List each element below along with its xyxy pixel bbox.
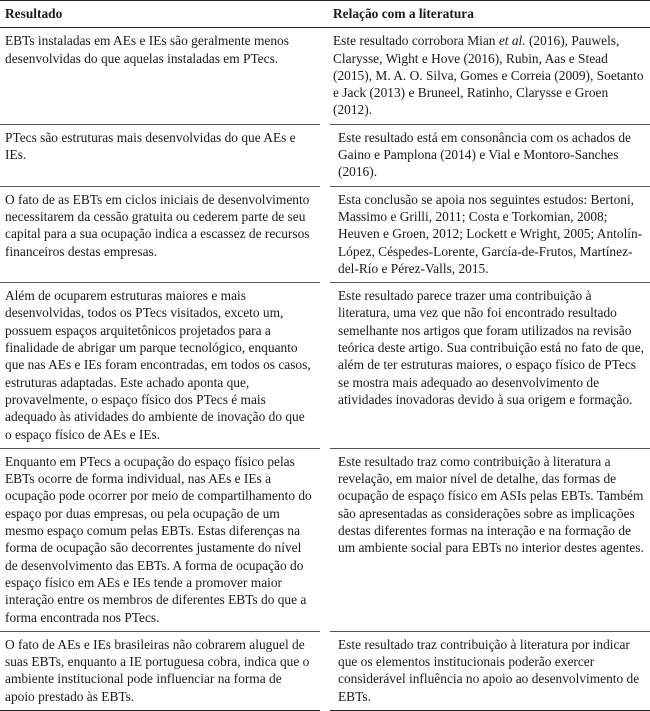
resultado-cell: Além de ocuparem estruturas maiores e mais desenvolvidas, todos os PTecs visitados, exceto um, possuem espaços arquitetônicos projetados para a finalidade de abrigar um parque tecnológico, enquanto que nas AEs e IEs foram encontradas, em todos os casos, estruturas adaptadas. Este achado aponta que, provavelmente, o espaço físico dos PTecs é mais adequado às atividades do ambiente de inovação do que o espaço físico de AEs e IEs. [0,283,325,449]
literatura-cell: Este resultado traz como contribuição à literatura a revelação, em maior nível de detalhe, das formas de ocupação de espaço físico em ASIs pelas EBTs. Também são apresentadas as considerações sobre as implicações destas diferentes formas na interação e na formação de um ambiente social para EBTs no interior destes agentes. [325,448,650,631]
resultado-cell: EBTs instaladas em AEs e IEs são geralmente menos desenvolvidas do que aquelas instaladas em PTecs. [5,33,289,66]
literatura-text: (2016), Pauwels, Clarysse, Wight e Hove (2016), Rubin, Aas e Stead (2015), M. A. O. Silva, Gomes e Correia (2009), Soetanto e Jack (2013) e Bruneel, Ratinho, Clarysse e Groen (2012). [333,33,644,118]
table-row [0,631,650,710]
literatura-text: Este resultado corrobora Mian [333,33,499,49]
literatura-cell: Este resultado parece trazer uma contribuição à literatura, uma vez que não foi encontrado resultado semelhante nos artigos que foram utilizados na revisão teórica deste artigo. Sua contribuição está no fato de que, além de ter estruturas maiores, o espaço físico de PTecs se mostra mais adequado ao desenvolvimento de atividades inovadoras devido à sua origem e formação. [325,283,650,449]
table-row [0,186,650,282]
literatura-cell [325,28,650,124]
table-row [0,28,650,124]
literatura-italic: et al. [498,33,526,49]
table-row [0,283,650,449]
literatura-cell: Esta conclusão se apoia nos seguintes estudos: Bertoni, Massimo e Grilli, 2011; Costa e Torkomian, 2008; Heuven e Groen, 2012; Lockett e Wright, 2005; Antolín-López, Céspedes-Lorente, García-de-Frutos, Martínez-del-Río e Pérez-Valls, 2015. [325,186,650,282]
literatura-cell: Este resultado está em consonância com os achados de Gaino e Pamplona (2014) e Vial e Montoro-Sanches (2016). [325,124,650,186]
literatura-cell: Este resultado traz contribuição à literatura por indicar que os elementos institucionais poderão exercer considerável influência no apoio ao desenvolvimento de EBTs. [325,631,650,710]
header-resultado: Resultado [0,1,325,28]
header-relacao-literatura: Relação com a literatura [325,1,650,28]
table-header-row [0,1,650,28]
table-row [0,448,650,631]
resultado-cell: O fato de as EBTs em ciclos iniciais de desenvolvimento necessitarem da cessão gratuita ou cederem parte de seu capital para a sua ocupação indica a escassez de recursos financeiros destas empresas. [0,186,325,282]
table-row [0,124,650,186]
resultado-cell: O fato de AEs e IEs brasileiras não cobrarem aluguel de suas EBTs, enquanto a IE portuguesa cobra, indica que o ambiente institucional pode influenciar na forma de apoio prestado às EBTs. [0,631,325,710]
resultado-cell: Enquanto em PTecs a ocupação do espaço físico pelas EBTs ocorre de forma individual, nas AEs e IEs a ocupação pode ocorrer por meio de compartilhamento do espaço por duas empresas, ou pela ocupação de um mesmo espaço comum pelas EBTs. Estas diferenças na forma de ocupação são decorrentes justamente do nível de desenvolvimento das EBTs. A forma de ocupação do espaço físico em AEs e IEs tende a promover maior interação entre os membros de diferentes EBTs do que a forma encontrada nos PTecs. [0,448,325,631]
resultado-cell: PTecs são estruturas mais desenvolvidas do que AEs e IEs. [0,124,325,186]
